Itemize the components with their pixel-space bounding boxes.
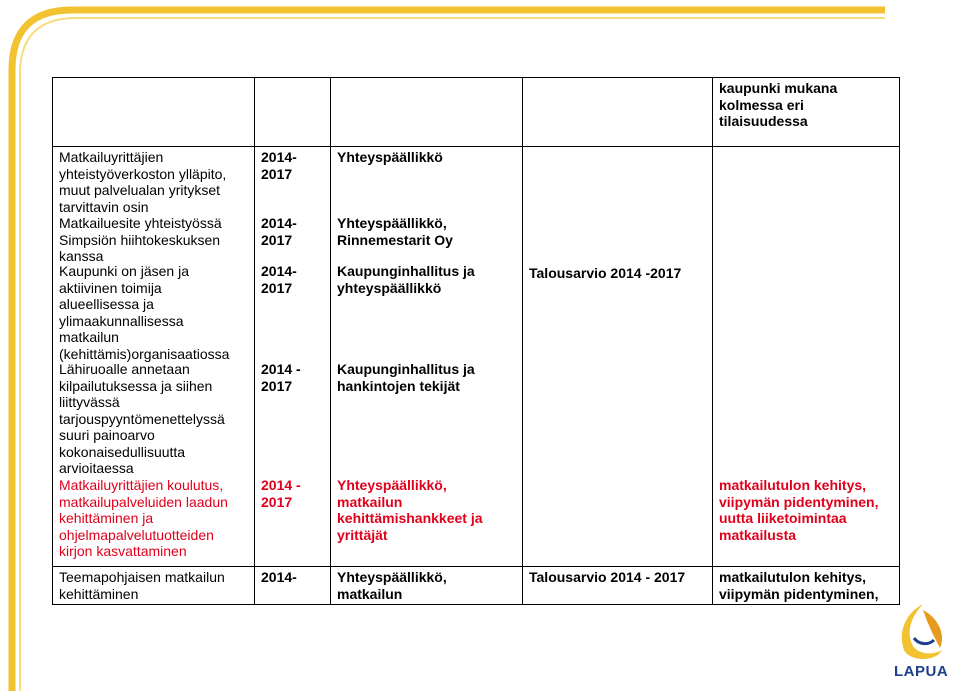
- actions-cell: [53, 147, 255, 567]
- indicator-cell: [713, 147, 900, 567]
- logo-text: LAPUA: [894, 663, 949, 680]
- responsible-item: Kaupunginhallitus ja yhteyspäällikkö: [337, 263, 475, 296]
- header-cell-year: [255, 78, 331, 147]
- year-item: 2014 - 2017: [261, 477, 301, 510]
- year-item: 2014-: [255, 567, 331, 605]
- action-item: Lähiruoalle annetaan kilpailutuksessa ja siihen liittyvässä tarjouspyyntömenettelyssä suuri painoarvo kokonaisedullisuutta arvioitaessa: [59, 361, 225, 476]
- action-item: Matkailuesite yhteistyössä Simpsiön hiihtokeskuksen kanssa: [59, 215, 222, 264]
- action-item: Matkailuyrittäjien koulutus, matkailupalveluiden laadun kehittäminen ja ohjelmapalvelutuotteiden kirjon kasvattaminen: [59, 477, 228, 559]
- header-cell-budget: [523, 78, 713, 147]
- year-item: 2014- 2017: [261, 149, 297, 182]
- action-item: Kaupunki on jäsen ja aktiivinen toimija alueellisessa ja ylimaakunnallisessa matkailun (kehittämis)organisaatiossa: [59, 263, 230, 362]
- responsible-cell: [331, 147, 523, 567]
- header-cell-indicator: kaupunki mukana kolmessa eri tilaisuudessa: [713, 78, 900, 147]
- action-item: Matkailuyrittäjien yhteistyöverkoston ylläpito, muut palvelualan yritykset tarvittavin osin: [59, 149, 227, 215]
- budget-text: Talousarvio 2014 - 2017: [523, 567, 713, 605]
- year-item: 2014- 2017: [261, 263, 297, 296]
- header-row: [53, 78, 900, 147]
- indicator-text: matkailutulon kehitys, viipymän pidentyminen, uutta liiketoimintaa matkailusta: [719, 477, 879, 543]
- responsible-item: Yhteyspäällikkö, Rinnemestarit Oy: [337, 215, 453, 248]
- budget-text: Talousarvio 2014 -2017: [529, 265, 682, 281]
- year-item: 2014 - 2017: [261, 361, 301, 394]
- action-item: Teemapohjaisen matkailun kehittäminen: [53, 567, 255, 605]
- header-cell-responsible: [331, 78, 523, 147]
- table-row-group: [53, 147, 900, 567]
- responsible-item: Yhteyspäällikkö: [337, 149, 443, 165]
- responsible-item: Yhteyspäällikkö, matkailun kehittämishankkeet ja yrittäjät: [337, 477, 483, 543]
- action-plan-table: [52, 77, 900, 605]
- indicator-text: matkailutulon kehitys, viipymän pidentyminen,: [713, 567, 900, 605]
- year-item: 2014- 2017: [261, 215, 297, 248]
- table-row: [53, 567, 900, 605]
- responsible-item: Yhteyspäällikkö, matkailun: [331, 567, 523, 605]
- budget-cell: [523, 147, 713, 567]
- responsible-item: Kaupunginhallitus ja hankintojen tekijät: [337, 361, 475, 394]
- header-cell-action: [53, 78, 255, 147]
- years-cell: [255, 147, 331, 567]
